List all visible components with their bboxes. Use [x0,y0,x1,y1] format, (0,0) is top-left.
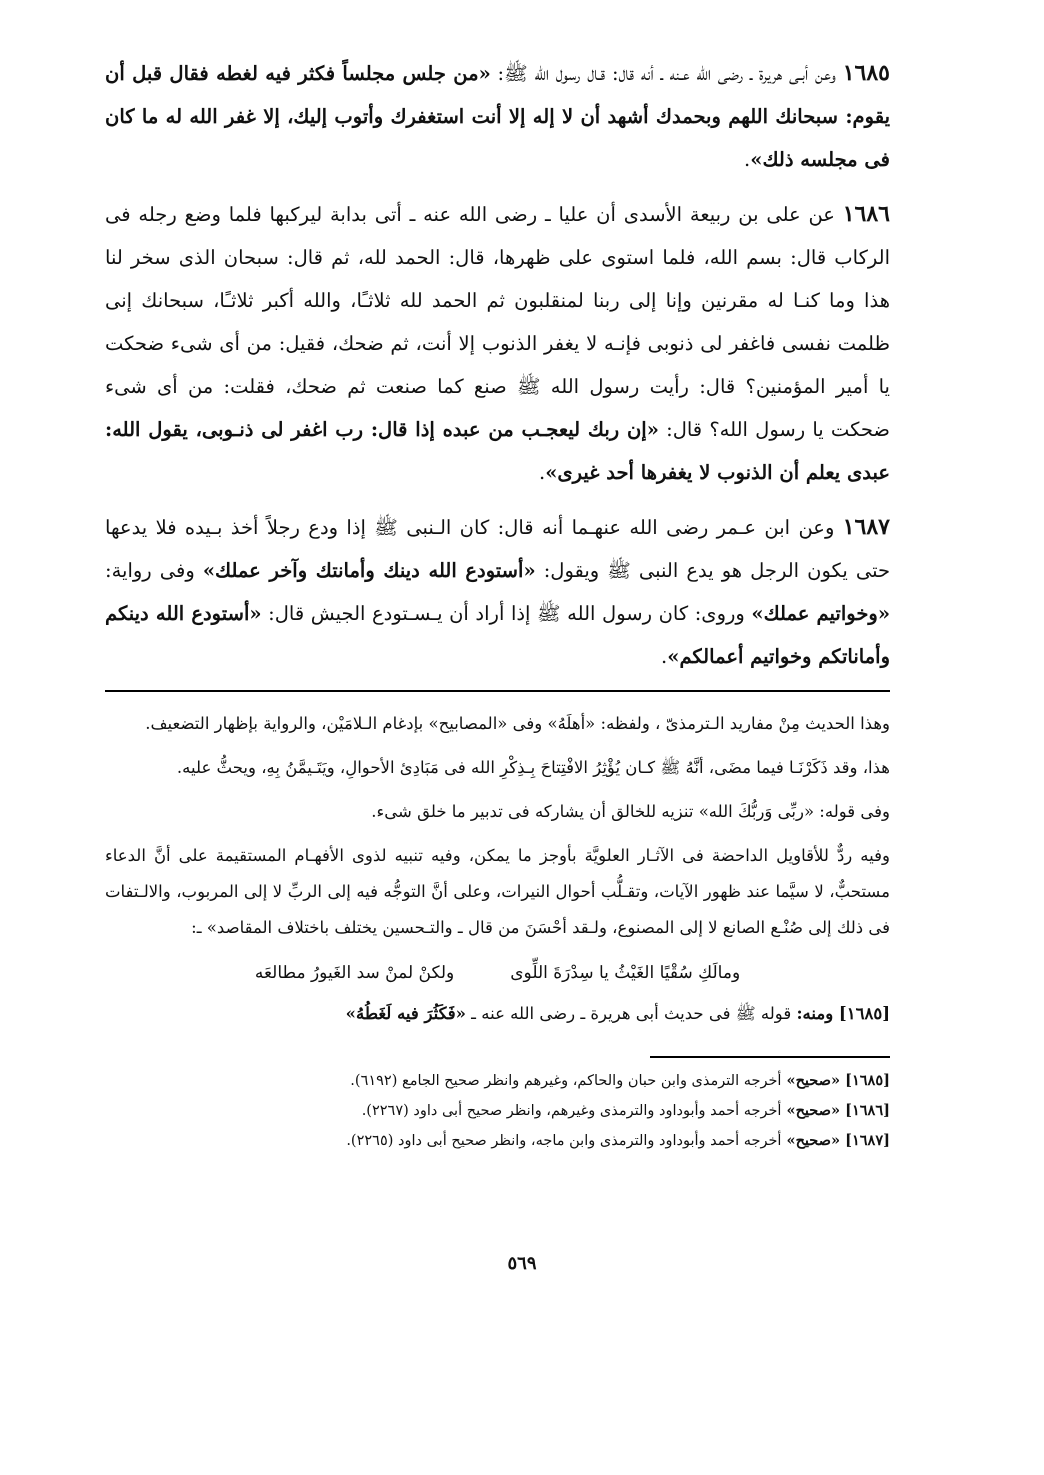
hadith-text: عن على بن ربيعة الأسدى أن عليا ـ رضى الله عنه ـ أتى بدابة ليركبها فلما وضع رجله فى الركاب قال: بسم الله، فلما استوى على ظهرها، قال: الحمد لله، ثم قال: سبحان الذى سخر لنا هذا وما كنـا له مقرنين وإنا إلى ربنا لمنقلبون ثم الحمد لله ثلاثـًا، والله أكبر ثلاثـًا، سبحانك إنى ظلمت نفسى فاغفر لى ذنوبى فإنـه لا يغفر الذنوب إلا أنت، ثم ضحك، فقيل: من أى شىء ضحكت يا أمير المؤمنين؟ قال: رأيت رسول الله ﷺ صنع كما صنعت ثم ضحك، فقلت: من أى شىء ضحكت يا رسول الله؟ قال: [105,203,890,441]
hadith-text: وعن أبـى هريرة ـ رضى الله عـنه ـ أنه قال: قـال رسول الله ﷺ: [490,62,843,85]
hadith-1685 [105,52,890,181]
commentary-paragraph: وفى قوله: «ربِّى وَربُّكَ الله» تنزيه للخالق أن يشاركه فى تدبير ما خلق شىء. [371,802,890,821]
commentary-paragraph: هذا، وقد ذَكَرْنَـا فيما مضَى، أنَّهُ ﷺ كـان يُؤْثِرُ الافْتِتاحَ بِـذِكْرِ الله فى مَبَادِئ الأحوالِ، ويَتَـيمَّنُ بِهِ، ويحثُّ عليه. [176,758,890,777]
hadith-quote: «أستودع الله دينكم وأماناتكم وخواتيم أعمالكم» [105,602,890,668]
footnote [105,1126,890,1156]
hadith-quote: «من جلس مجلساً فكثر فيه لغطه فقال قبل أن يقوم: سبحانك اللهم وبحمدك أشهد أن لا إله إلا أنت استغفرك وأتوب إليك، إلا غفر الله له ما كان فى مجلسه ذلك» [105,62,890,171]
footnote-text: أخرجه أحمد وأبوداود والترمذى وغيرهم، وانظر صحيح أبى داود (٢٢٦٧). [361,1103,782,1119]
commentary-paragraph: وهذا الحديث مِنْ مفاريد الـترمذىّ ، ولفظه: «أهلَهُ» وفى «المصابيح» بإدغام الـلامَيْن، والرواية بإظهار التضعيف. [145,714,890,733]
hadith-number: ١٦٨٦ [842,201,890,227]
page-number: ٥٦٩ [507,1253,537,1274]
poetry-verse [105,954,890,992]
hadith-1687 [105,506,890,678]
footnote [105,1096,890,1126]
hadith-quote: «وخواتيم عملك» [751,602,891,625]
hadith-number: ١٦٨٥ [842,60,890,86]
footnote-grade: «صحيح» [781,1072,846,1089]
entry-text: قوله ﷺ فى حديث أبى هريرة ـ رضى الله عنه ـ [465,1004,797,1023]
commentary-paragraph: وفيه ردٌّ للأقاويل الداحضة فى الآثـار العلويَّة بأوجز ما يمكن، وفيه تنبيه لذوى الأفهـام المستقيمة على أنَّ الدعاء مستحبٌّ، لا سيَّما عند ظهور الآيات، وتقـلُّب أحوال النيرات، وعلى أنَّ التوجُّه فيه إلى الربِّ لا إلى المربوب، والالـتفات فى ذلك إلى صُنْـع الصانع لا إلى المصنوع، ولـقد أحْسَنَ من قال ـ والتـحسين يختلف باختلاف المقاصد» ـ: [105,846,890,937]
footnote [105,1066,890,1096]
punct: . [538,461,546,484]
footnote-ref: [١٦٨٧] [845,1132,890,1149]
commentary-entry-1685 [105,996,890,1032]
footnote-text: أخرجه أحمد وأبوداود والترمذى وابن ماجه، وانظر صحيح أبى داود (٢٢٦٥). [346,1133,782,1149]
punct: . [744,148,751,171]
hadith-text: وفى رواية: [105,559,203,582]
footnote-ref: [١٦٨٥] [845,1072,890,1089]
hadith-text: وعن ابن عـمر رضى الله عنهـما أنه قال: كان الـنبى ﷺ إذا ودع رجلاً أخذ بـيده فلا يدعها حتى يكون الرجل هو يدع النبى ﷺ ويقول: [105,516,891,582]
entry-ref: [١٦٨٥] ومنه: [796,1004,890,1023]
verse-hemistich-left: ولكنْ لمنْ سد الغَيورُ مطالعَه [254,963,455,983]
footnote-text: أخرجه الترمذى وابن حبان والحاكم، وغيرهم وانظر صحيح الجامع (٦١٩٢). [350,1073,782,1089]
hadith-quote: «أستودع الله دينك وأمانتك وآخر عملك» [202,559,536,582]
footnote-grade: «صحيح» [781,1102,846,1119]
footnote-grade: «صحيح» [781,1132,846,1149]
page-body [105,52,890,1156]
footnote-ref: [١٦٨٦] [845,1102,890,1119]
hadith-quote: «إن ربك ليعجـب من عبده إذا قال: رب اغفر لى ذنـوبى، يقول الله: عبدى يعلم أن الذنوب لا يغفرها أحد غيرى» [105,418,890,484]
entry-quote: «فَكَثُرَ فيه لَغَطُهُ» [345,1004,466,1023]
verse-hemistich-right: ومالَكِ سُقْيًا الغَيْثُ يا سِدْرَةَ اللِّوى [510,963,741,983]
hadith-text: وروى: كان رسول الله ﷺ إذا أراد أن يـسـتودع الجيش قال: [261,602,752,625]
footnote-divider [650,1056,890,1058]
hadith-number: ١٦٨٧ [842,514,890,540]
punct: . [661,645,668,668]
hadith-1686 [105,193,890,494]
section-divider [105,690,890,692]
